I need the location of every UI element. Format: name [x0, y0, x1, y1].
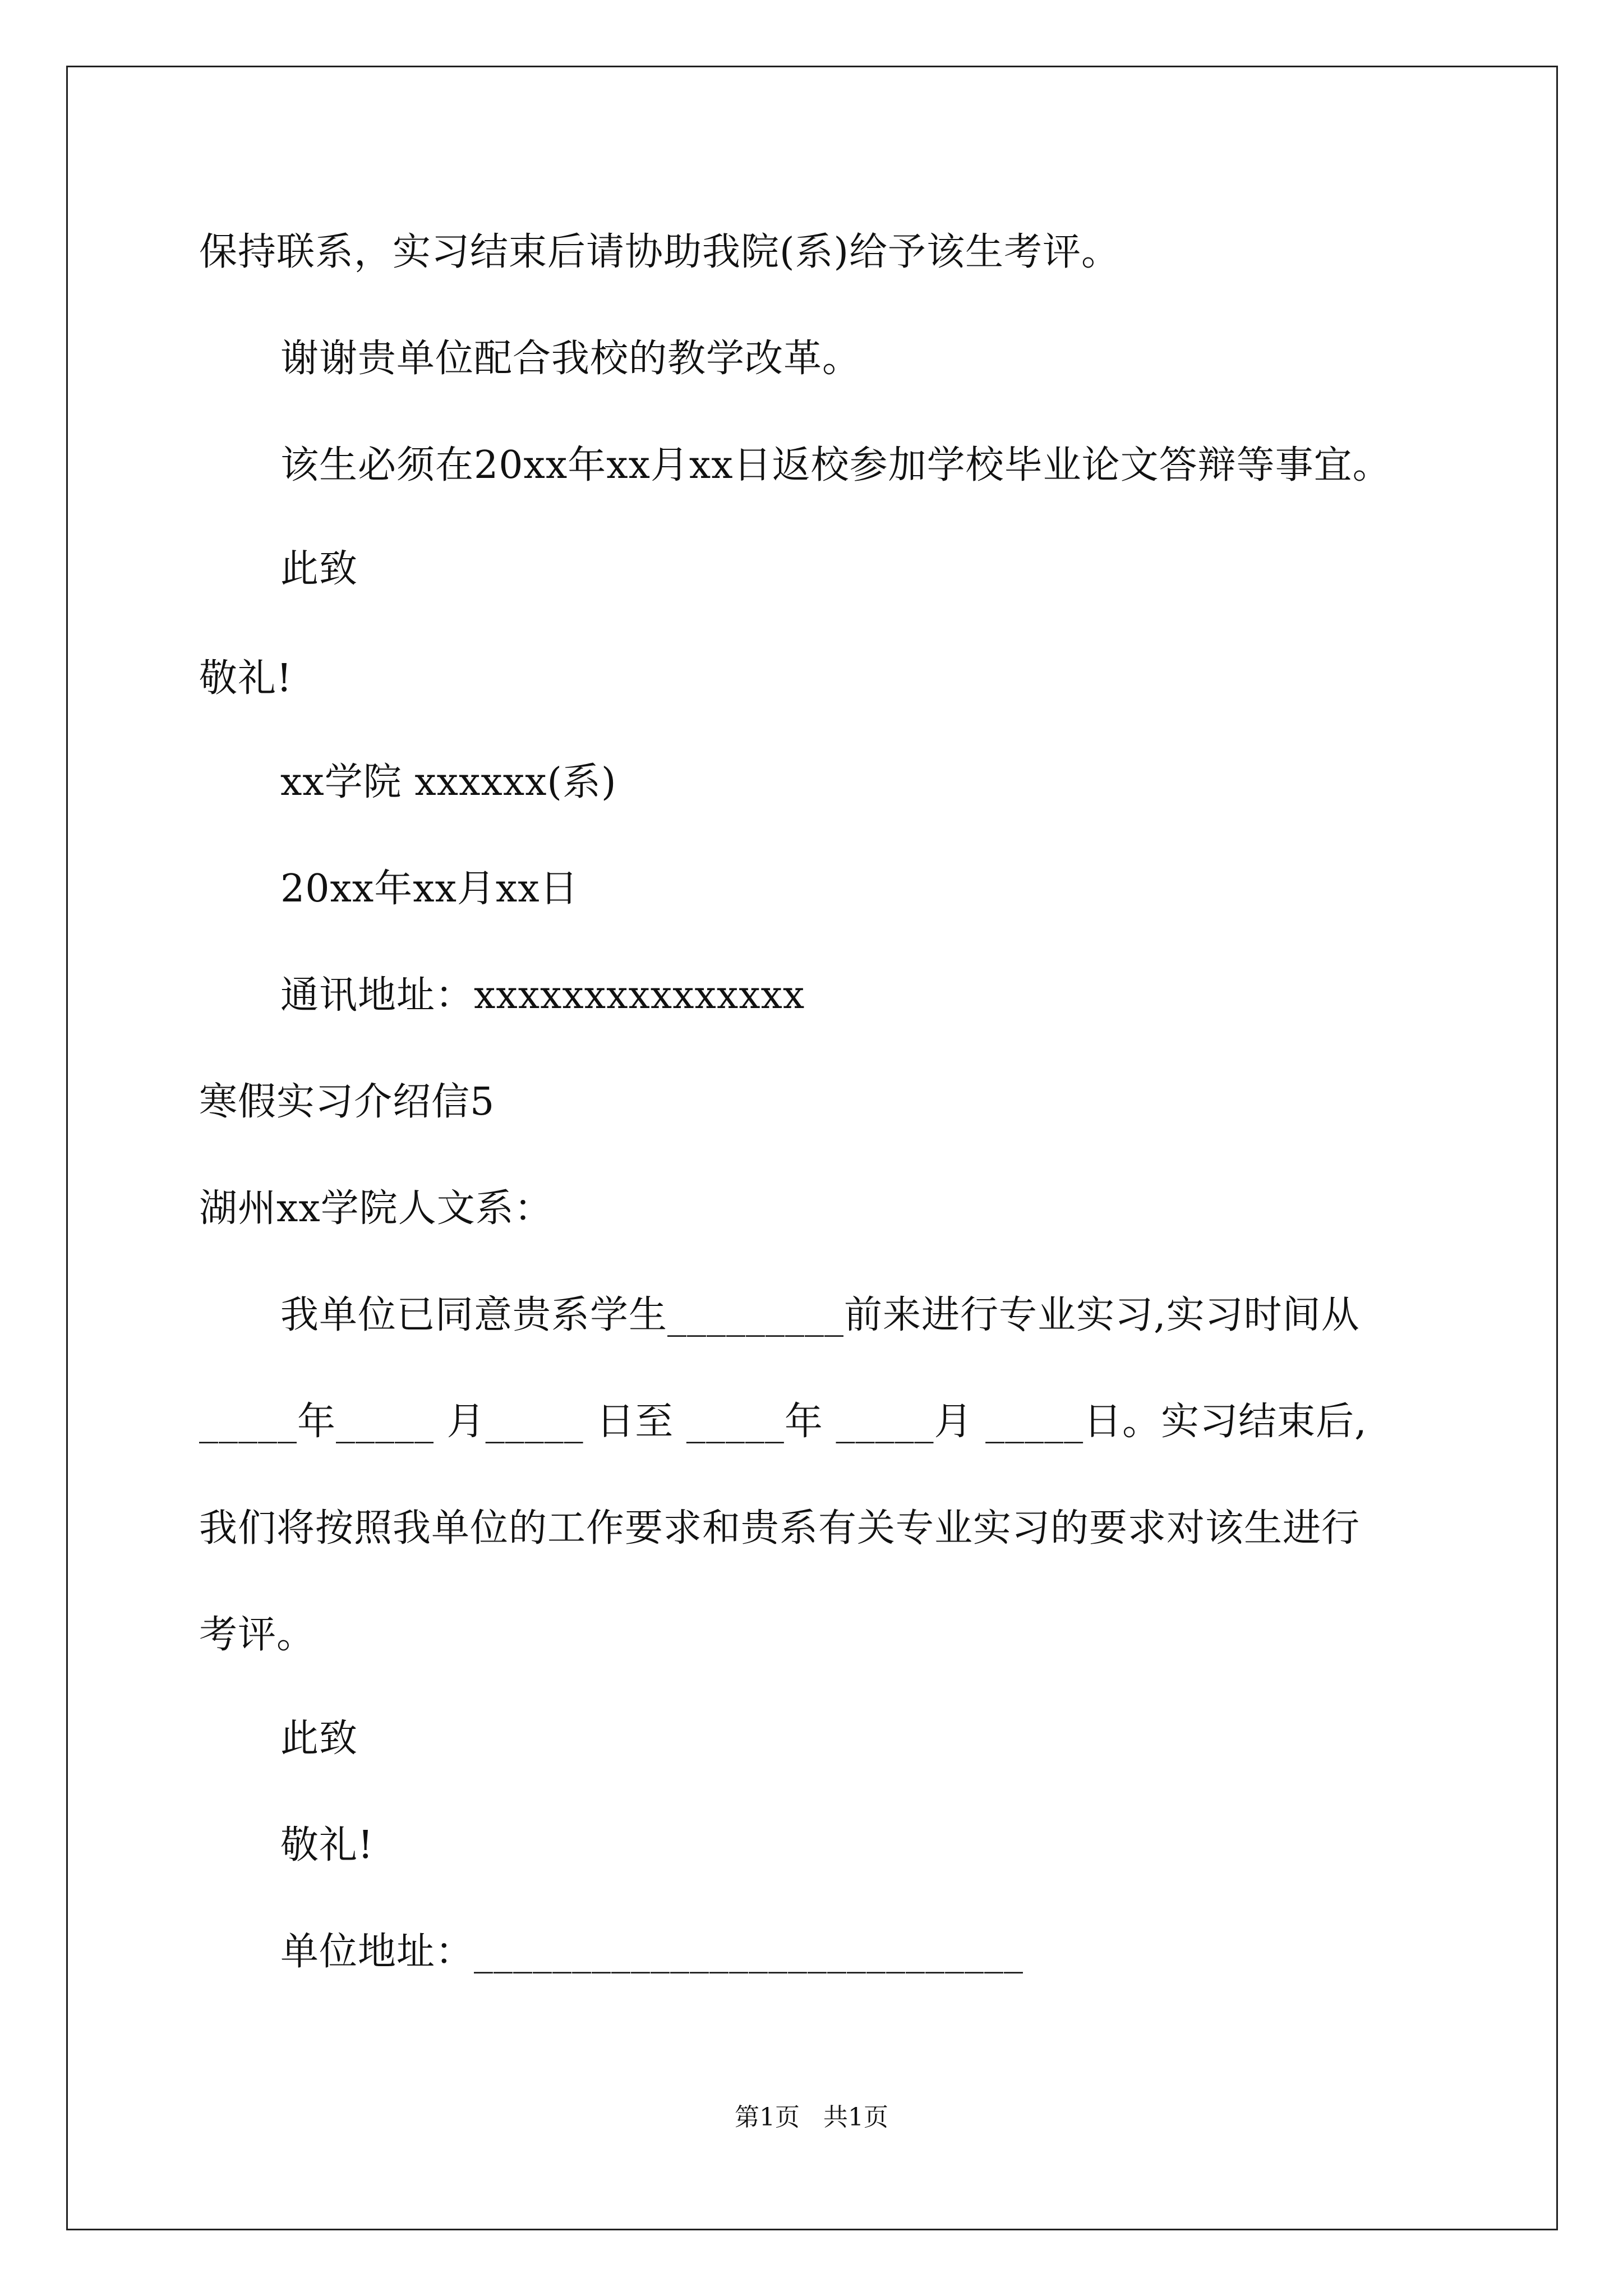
recipient-line: 湖州xx学院人文系： — [199, 1186, 553, 1231]
page-border — [66, 66, 1558, 2230]
text-line-1: 保持联系，实习结束后请协助我院(系)给予该生考评。 — [199, 230, 1121, 274]
text-line-15: 此致 — [280, 1717, 358, 1761]
text-line-12: _____年_____ 月_____ 日至 _____年 _____月 _____日。实习结束后, — [199, 1400, 1367, 1444]
text-line-16: 敬礼! — [280, 1823, 374, 1867]
text-line-13: 我们将按照我单位的工作要求和贵系有关专业实习的要求对该生进行 — [199, 1506, 1361, 1550]
text-line-17: 单位地址：____________________________ — [280, 1930, 1024, 1974]
text-line-6: xx学院 xxxxxx(系) — [280, 760, 617, 804]
text-line-3: 该生必须在20xx年xx月xx日返校参加学校毕业论文答辩等事宜。 — [280, 443, 1391, 487]
text-line-8: 通讯地址：xxxxxxxxxxxxxxx — [280, 973, 805, 1018]
section-title: 寒假实习介绍信5 — [199, 1080, 495, 1124]
page-footer: 第1页 共1页 — [735, 2103, 888, 2132]
text-line-2: 谢谢贵单位配合我校的教学改革。 — [280, 337, 861, 381]
text-line-4: 此致 — [280, 547, 358, 591]
text-line-11: 我单位已同意贵系学生_________前来进行专业实习,实习时间从 — [280, 1293, 1360, 1337]
text-line-7: 20xx年xx月xx日 — [280, 867, 579, 911]
text-line-5: 敬礼! — [199, 656, 293, 701]
text-line-14: 考评。 — [199, 1613, 316, 1657]
